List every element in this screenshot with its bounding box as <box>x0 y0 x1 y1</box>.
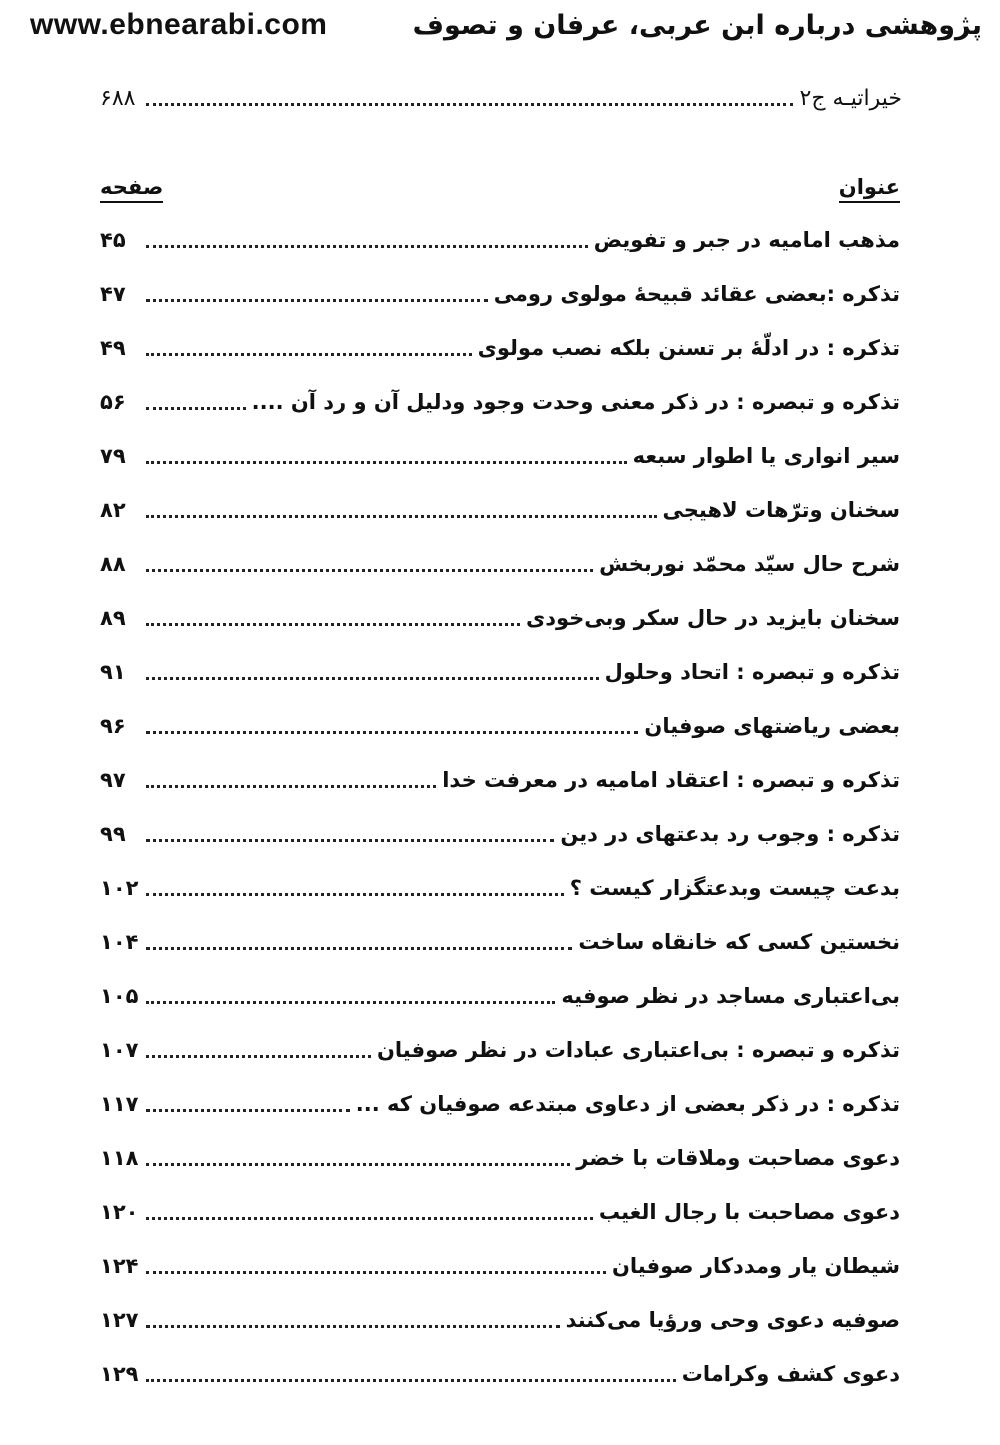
entry-page: ۴۹ <box>100 336 126 360</box>
entry-title: سخنان بایزید در حال سکر وبی‌خودی <box>525 606 900 630</box>
toc-row <box>100 1030 900 1070</box>
entry-page: ۱۰۷ <box>100 1038 139 1062</box>
toc-row <box>100 922 900 962</box>
dot-leader <box>146 86 793 110</box>
dot-leader <box>146 606 520 630</box>
entry-page: ۱۰۵ <box>100 984 139 1008</box>
entry-title: بی‌اعتباری مساجد در نظر صوفیه <box>561 984 900 1008</box>
entry-title: شرح حال سیّد محمّد نوربخش <box>599 552 900 576</box>
dot-leader <box>146 876 564 900</box>
entry-page: ۱۲۴ <box>100 1254 139 1278</box>
entry-page: ۹۹ <box>100 822 126 846</box>
title-column-header: عنوان <box>839 175 900 203</box>
toc-row <box>100 1300 900 1340</box>
entry-page: ۴۵ <box>100 228 126 252</box>
toc-row <box>100 436 900 476</box>
book-title: پژوهشی درباره ابن عربی، عرفان و تصوف <box>412 10 982 41</box>
entry-title: مذهب امامیه در جبر و تفویض <box>593 228 900 252</box>
toc-row <box>100 868 900 908</box>
toc-row <box>100 1246 900 1286</box>
entry-page: ۶۸۸ <box>100 85 136 111</box>
dot-leader <box>146 1146 570 1170</box>
entry-page: ۹۷ <box>100 768 126 792</box>
dot-leader <box>146 390 246 414</box>
toc-row <box>100 274 900 314</box>
dot-leader <box>146 498 657 522</box>
entry-page: ۸۹ <box>100 606 126 630</box>
toc-row <box>100 1084 900 1124</box>
entry-title: تذکره و تبصره : اتحاد وحلول <box>604 660 900 684</box>
entry-page: ۷۹ <box>100 444 126 468</box>
entry-title: نخستین کسی که خانقاه ساخت <box>578 930 900 954</box>
toc-row <box>100 1354 900 1394</box>
entry-title: تذکره : در ادلّهٔ بر تسنن بلکه نصب مولوی <box>477 336 900 360</box>
entry-title: خیراتیـه ج۲ <box>799 85 902 111</box>
dot-leader <box>146 1308 560 1332</box>
dot-leader <box>146 930 572 954</box>
dot-leader <box>146 1200 593 1224</box>
dot-leader <box>146 282 488 306</box>
previous-entry-row <box>100 78 902 118</box>
entry-title: تذکره و تبصره : در ذکر معنی وحدت وجود ودلیل آن و رد آن .... <box>251 390 900 414</box>
dot-leader <box>146 822 554 846</box>
toc-row <box>100 598 900 638</box>
toc-row <box>100 1138 900 1178</box>
entry-page: ۱۲۷ <box>100 1308 139 1332</box>
entry-title: تذکره : وجوب رد بدعتهای در دین <box>560 822 900 846</box>
dot-leader <box>146 336 472 360</box>
page-column-header: صفحه <box>100 175 163 203</box>
entry-title: تذکره و تبصره : بی‌اعتباری عبادات در نظر صوفیان <box>376 1038 900 1062</box>
toc-row <box>100 760 900 800</box>
entry-title: بعضی ریاضتهای صوفیان <box>644 714 900 738</box>
entry-title: سیر انواری یا اطوار سبعه <box>632 444 900 468</box>
dot-leader <box>146 1038 371 1062</box>
toc-row <box>100 220 900 260</box>
dot-leader <box>146 984 555 1008</box>
entry-page: ۹۶ <box>100 714 126 738</box>
dot-leader <box>146 228 588 252</box>
toc-row <box>100 652 900 692</box>
entry-page: ۴۷ <box>100 282 126 306</box>
entry-title: بدعت چیست وبدعتگزار کیست ؟ <box>569 876 900 900</box>
entry-page: ۸۸ <box>100 552 126 576</box>
toc-row <box>100 814 900 854</box>
toc-row <box>100 706 900 746</box>
dot-leader <box>146 660 599 684</box>
entry-title: صوفیه دعوی وحی ورؤیا می‌کنند <box>565 1308 900 1332</box>
dot-leader <box>146 552 593 576</box>
entry-title: تذکره : در ذکر بعضی از دعاوی مبتدعه صوفیان که ... <box>355 1092 900 1116</box>
entry-page: ۱۱۸ <box>100 1146 139 1170</box>
entry-page: ۹۱ <box>100 660 126 684</box>
dot-leader <box>146 1092 350 1116</box>
toc-row <box>100 328 900 368</box>
entry-page: ۱۰۲ <box>100 876 139 900</box>
dot-leader <box>146 714 638 738</box>
toc-row <box>100 382 900 422</box>
toc-column-headers <box>100 172 900 206</box>
entry-page: ۱۲۹ <box>100 1362 139 1386</box>
dot-leader <box>146 1362 676 1386</box>
entry-title: سخنان وترّهات لاهیجی <box>662 498 900 522</box>
entry-page: ۱۰۴ <box>100 930 139 954</box>
entry-title: شیطان یار ومددکار صوفیان <box>611 1254 900 1278</box>
toc-row <box>100 1192 900 1232</box>
entry-page: ۸۲ <box>100 498 126 522</box>
entry-title: تذکره :بعضی عقائد قبیحهٔ مولوی رومی <box>493 282 900 306</box>
toc-row <box>100 544 900 584</box>
dot-leader <box>146 768 436 792</box>
site-url[interactable]: www.ebnearabi.com <box>30 8 328 41</box>
entry-title: دعوی مصاحبت وملاقات با خضر <box>576 1146 900 1170</box>
entry-title: دعوی مصاحبت با رجال الغیب <box>598 1200 900 1224</box>
dot-leader <box>146 444 627 468</box>
entry-page: ۱۲۰ <box>100 1200 139 1224</box>
toc-row <box>100 490 900 530</box>
dot-leader <box>146 1254 606 1278</box>
entry-page: ۵۶ <box>100 390 126 414</box>
entry-title: تذکره و تبصره : اعتقاد امامیه در معرفت خدا <box>442 768 900 792</box>
entry-title: دعوی کشف وکرامات <box>681 1362 900 1386</box>
entry-page: ۱۱۷ <box>100 1092 139 1116</box>
toc-row <box>100 976 900 1016</box>
